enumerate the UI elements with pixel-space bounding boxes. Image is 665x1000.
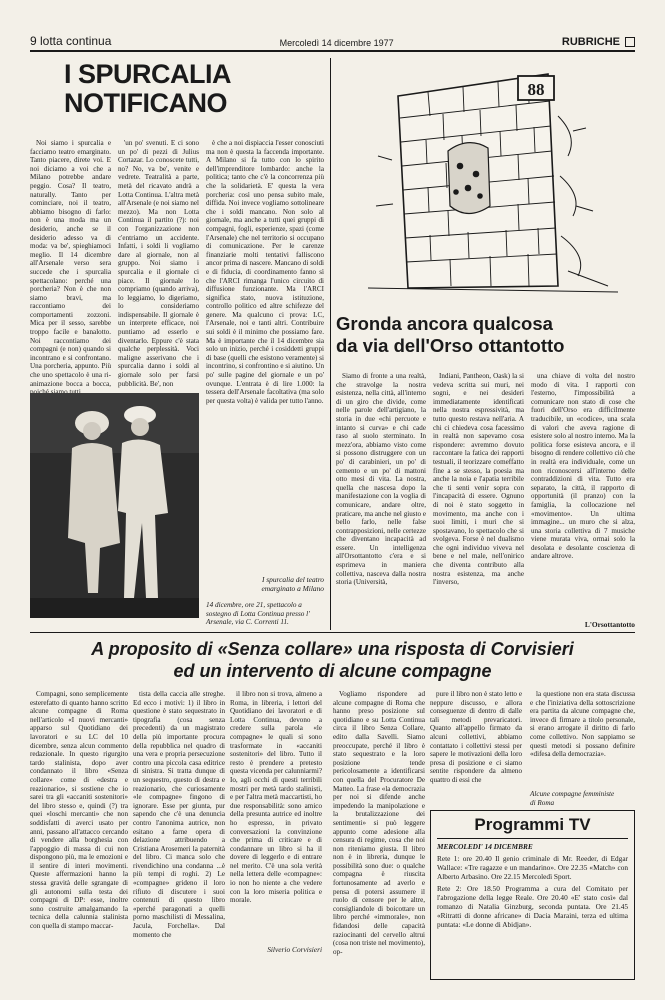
article1-signature-line1: I spurcalia del teatro bbox=[261, 575, 324, 584]
article1-headline bbox=[64, 60, 314, 118]
article1-signature bbox=[206, 575, 324, 593]
article1-column-3 bbox=[206, 139, 324, 571]
article1-col3-text: è che a noi dispiaccia l'esser conosciuti ma non è questa la faccenda importante. A Milano si fa tutto con lo spirito dell'imprenditore lombardo: anche la politica; tanto che c'è la concorrenza più che la solidarietà. E' questa la vera porcheria: così uno pensa subito male, diffida. Noi invece vogliamo sottolineare che i soldi mancano. Non solo al giornale, ma anche a tutti quei gruppi di compagni, fogli, esperienze, spazi (come l'Arsenale) che nel territorio si occupano di comunicazione. Per le carenze finanziarie molti tentativi falliscono ancor prima di nascere. Mancano di soldi e di fiducia, di coordinamento fanno sì che l'ARCI rimanga l'unico circuito di diffusione funzionante. Ma l'ARCI significa stato, nuova istituzione, controllo politico ed altre schifezze del genere. Ma qualcuno ci prova: LC, l'Arsenale, noi e tanti altri. Contribuire sui soldi è il minimo che possiamo fare. Ma è importante che il 14 dicembre sia solo un inizio, perché i cosiddetti gruppi di base (quelli che esistono veramente) si incontrino, si confrontino e si aiutino. Un po' sulle pagine del giornale e un po' ovunque. L'entrata è di lire 1.000: la tessera dell'Arsenale facoltativa (ma solo per questa volta) è valida per tutto l'anno. bbox=[206, 139, 324, 405]
article3-col1-text: Compagni, sono semplicemente esterefatto di quanto hanno scritto alcune compagne di Roma nell'articolo «I nuovi mercanti» apparso sul Quotidiano dei lavoratori e su LC del 10 dicembre, senza alcun commento redazionale. In questo rigurgito tardo stalinista, dopo aver condannato il libro «Senza collare» come di «destra e reazionario», si sostiene che io sarei tra gli «accaniti sostenitori» del libro stesso e, quindi (?) tra quei «loschi mercanti» che non soddisfatti di averci usato per anni, passano all'attacco cercando di vendere alla borghesia con l'appoggio di massa di cui non dispongono più, ma le emozioni e il sentire di interi movimenti. Queste affermazioni hanno la stessa gravità delle sgrangate di gli autonomi sulla testa dei compagni di DP: esse, inoltre sono costruite amalgamando la tecnica della calunnia stalinista con quella di stampo maccar- bbox=[30, 690, 128, 931]
masthead bbox=[30, 30, 635, 52]
article2-headline bbox=[336, 313, 636, 357]
article1-col1-text: Noi siamo i spurcalia e facciamo teatro emarginato. Tanto piacere, direte voi. E noi diciamo a voi che a Milano potrebbe andare peggio. Cosa? Il teatro, naturally. Tanto per cominciare, noi il teatro, abbiamo bisogno di farlo: non è una moda ma un desiderio, anche se il desiderio adesso va di moda: va be', spieghiamoci meglio. Il 14 dicembre all'Arsenale verso sera succede che i spurcalia spettacolano: perché una porcheria? Non è che non siamo bravi, ma raccontiamo dei comportamenti zozzoni. Mica per il sesso, sarebbe troppo facile e banalotto. Noi raccontiamo dei compagni (e non) quando si incontrano e si confrontano. Una porcheria, appunto. Più che uno spettacolo è una ri-animazione bocca a bocca, bbox=[30, 139, 111, 388]
section-divider bbox=[30, 632, 635, 633]
article2-col3-text: una chiave di volta del nostro modo di vita. I rapporti con l'esterno, l'impossibilità a comunicare non stato di cose che fuori dell'Orso era difficilmente traducibile, un «codice», una scala di valori che aveva ragione di esistere solo al nostro interno. Ma la politica forse esisteva ancora, e il bisogno di rendere collettivo ciò che in realtà era individuale, come un non riconoscersi all'interno delle contraddizioni di vita. Tutto era separato, la città, il rapporto di opportunità (il pranzo) con la famiglia, la collocazione nel «movimento». Un ultima immagine... un muro che si alza, una storia collettiva di 7 musiche viene murata viva, ormai solo la desolata e desolante coscienza di andare altrove. bbox=[531, 372, 635, 561]
article2-column-1 bbox=[336, 372, 426, 630]
column-divider bbox=[330, 58, 331, 630]
tv-programs-box bbox=[430, 810, 635, 980]
door-number-sign: 88 bbox=[527, 80, 545, 99]
article3-col3-text: il libro non si trova, almeno a Roma, in libreria, i lettori del Quotidiano dei lavoratori e di Lotta Continua, devono a credere sulla parola «le compagne» le quali si sono trasformate in «accaniti sostenitori» del libro. Tutto il resto è prendere a pretesto questa vicenda per calunniarmi? Io, agli occhi di questi terribili mostri per metà tardo stalinisti, e per l'altra metà maccartisti, ho due responsabilità: sono amico della presunta autrice ed inoltre ho espresso, in privato conversazioni la convinzione che prima di criticare e di condannare un libro si ha il dovere di leggerlo e di entrare nel merito. C'è una sola verità nella lettera delle «compagne»: io non ho niente a che vedere con la loro miseria politica e morale. bbox=[230, 690, 322, 905]
article2-col1-text: Siamo di fronte a una realtà, che stravolge la nostra esistenza, nella città, all'interno di un giro che divide, come nelle parole dell'artigiano, la storia in due «chi percuote e intanto si curva» e chi cade raso al suolo sterminato. In mezz'ora, abbiamo visto come si possono distruggere con un po' di carabinieri, un po' di cemento e un po' di mattoni otto mesi di vita. La nostra, quella che nascesa dopo la manifestazione con la voglia di comunicare, andare oltre, praticare, ma anche nel giusto e bello farlo, nelle false contrapposizioni, nelle certezze che diventano incapacità ad essere. Un intelligenza all'Orsottantotto c'era e si esprimeva in maniera collettiva, nasceva dalla nostra storia (Università, bbox=[336, 372, 426, 587]
article3-column-1 bbox=[30, 690, 128, 985]
theatre-performers-image bbox=[30, 393, 199, 618]
article3-col4-text: Vogliamo rispondere ad alcune compagne di Roma che hanno preso posizione sul quotidiano e su Lotta Continua circa il libro Senza Collare, edito dalla Savelli. Siamo preoccupate, perché il libro è stato sequestrato e la loro posizione tende pericolosamente a identificarsi con quella del Procuratore De Matteo. La frase «la democrazia per noi si difende anche impedendo la manipolazione e la brutalizzazione dei sentimenti» si può leggere appunto come adesione alla censura di regime, cosa che noi non riteniamo giusta. Il libro non è in libreria, dunque le possibilità sono due: o qualche compagna è riuscita fortunosamente ad averlo e pensa di potersi assumere il ruolo di censore per le altre, consigliandole di boicottare un libro perché «immorale», non fidandosi delle capacità raziocinanti del cervello altrui (cosa non triste nel movimento), op- bbox=[333, 690, 426, 956]
tv-day: MERCOLEDI' 14 DICEMBRE bbox=[437, 842, 533, 851]
theatre-photo bbox=[30, 393, 199, 618]
article2-column-2 bbox=[433, 372, 524, 630]
article3-title-line1: A proposito di «Senza collare» una risposta di Corvisieri bbox=[91, 639, 574, 659]
article2-title-line2: da via dell'Orso ottantotto bbox=[336, 335, 565, 356]
article1-title-line2: NOTIFICANO bbox=[64, 88, 227, 118]
article1-signature-line2: emarginato a Milano bbox=[261, 584, 324, 593]
article1-title-line1: I SPURCALIA bbox=[64, 59, 232, 89]
article3-column-6 bbox=[530, 690, 635, 788]
page-number: 9 lotta continua bbox=[30, 34, 112, 48]
article2-column-3 bbox=[531, 372, 635, 618]
article3-column-5 bbox=[430, 690, 522, 802]
square-icon bbox=[625, 37, 635, 47]
section-label bbox=[562, 36, 635, 48]
section-title: RUBRICHE bbox=[561, 36, 620, 48]
wall-illustration bbox=[368, 56, 618, 296]
article3-title-line2: ed un intervento di alcune compagne bbox=[173, 661, 492, 681]
issue-date: Mercoledì 14 dicembre 1977 bbox=[279, 38, 394, 48]
article3-column-3 bbox=[230, 690, 322, 942]
article3-column-2 bbox=[133, 690, 225, 985]
article3-col5-text: pure il libro non è stato letto e neppure discusso, e allora conseguenze di dentro di dalle tali metodi prevaricatori. Quanto all'appello firmato da alcuni collettivi, abbiamo contattato i collettivi stessi per sapere le motivazioni della loro presa di posizione e ci siamo sentite rispondere da almeno quattro di essi che bbox=[430, 690, 522, 784]
article1-col2-text: 'un po' svenuti. E ci sono un po' di pezzi di Julius Cortazar. Lo conoscete tutti, no? No, va be', venite e vedrete. Teatralità a parte, metà del ricavato andrà a Lotta Continua. L'altra metà all'Arsenale (e noi siamo nel mezzo). Ma non Lotta Continua il partito (?): noi con l'organizzazione non c'entriamo un accidente. Infatti, i soldi li vogliamo dare al giornale, non al gruppo. Noi siamo i spurcalia e il giornale ci piace. Il giornale lo compriamo (quando arriva), lo leggiamo, lo digeriamo, lo consideriamo indispensabile. Il giornale è un interprete efficace, noi puntiamo ad esserlo e diventarlo. Eppure c'è stata qualche perplessità. Voci maligne asserivano che i spurcalia danno i soldi al giornale solo per farsi pubblicità. Be', non bbox=[118, 139, 199, 388]
article2-title-line1: Gronda ancora qualcosa bbox=[336, 313, 553, 334]
article3-col6-text: la questione non era stata discussa e che l'iniziativa della sottoscrizione era partita da alcune compagne che, invece di firmare a titolo personale, si erano arrogate il diritto di farlo come collettivo. Non sappiamo se questi metodi si possano definire «difesa della democrazia». bbox=[530, 690, 635, 759]
article3-compagne-signature-line2: di Roma bbox=[530, 798, 555, 807]
tv-rete2: Rete 2: Ore 18.50 Programma a cura del Comitato per l'abrogazione della legge Reale. Ore 20.40 «E' stato così» dal romanzo di Natalia Ginzburg, seconda puntata. Ore 21.45 «Ritratti di donne africane» di Dacia Maraini, terza ed ultima puntata: «Le donne di Abidjan». bbox=[437, 884, 628, 929]
article3-compagne-signature bbox=[530, 790, 635, 807]
article1-caption: 14 dicembre, ore 21, spettacolo a sostegno di Lotta Continua presso l' Arsenale, via C. Correnti 11. bbox=[206, 601, 310, 627]
walled-up-door-illustration bbox=[368, 56, 618, 296]
article3-compagne-signature-line1: Alcune compagne femministe bbox=[530, 790, 615, 798]
tv-rete1: Rete 1: ore 20.40 Il genio criminale di Mr. Reeder, di Edgar Wallace: «Tre ragazze e un mandarino». Ore 22.35 «Match» con Alberto Arbasino. Ore 22.15 Mercoledì Sport. bbox=[437, 854, 628, 881]
article3-headline bbox=[30, 638, 635, 682]
article2-signature: L'Orsottantotto bbox=[584, 620, 635, 629]
article3-corvisieri-signature: Silverio Corvisieri bbox=[267, 945, 322, 954]
article1-column-1 bbox=[30, 139, 111, 390]
article2-col2-text: Indiani, Pantheon, Oask) la si vedeva scritta sui muri, nei sogni, e nei desideri immediatamente identificati nella nostra espressività, ma tutto questo restava nell'aria. A chi ci chiedeva cosa facessimo in realtà non sapevamo cosa rispondere: avremmo dovuto raccontare la fatica dei rapporti testuali, il teorizzare comeffatto fine a se stesso, la poesia ma anche la noia e l'apatia terribile che ti senti venir sopra con l'incapacità di essere. Ognuno di noi è stato soggetto in movimento, ma anche con i suoi limiti, i muri che si spostavano, lo spettacolo che si svolgeva. Forse è nel dualismo che ogni individuo viveva nel bene e nel male, nell'onirico che diventa contributo alla nostra esistenza, ma anche l'inverso, bbox=[433, 372, 524, 587]
article3-column-4 bbox=[333, 690, 425, 985]
tv-programs-title: Programmi TV bbox=[437, 815, 628, 839]
article3-col2-text: tista della caccia alle streghe. Ed ecco i motivi: 1) il libro in questione è stato sequestrato in tipografia (cosa senza precedenti) da un magistrato della più importante procura della repubblica nel quadro di una vera e propria persecuzione contro una piccola casa editrice di sinistra. Si tratta dunque di un sequestro, questo di destra e reazionario, che curiosamente «le compagne» fingono di ignorare. Esse per giunta, pur sapendo che c'è una denuncia contro l'anonima autrice, non esitano a farne opera di delazione attribuendo a Cristiana Arosemeri la paternità del libro. Ci manca solo che rivendichino una condanna ...è più tempi di roghi. 2) Le «compagne» grideno il loro rifiuto di discutere i suoi contenuti di questo libro «perché paragonati a quelli porno maschilisti di Messalina, Jacula, Forchella». Dal momento che bbox=[133, 690, 225, 939]
